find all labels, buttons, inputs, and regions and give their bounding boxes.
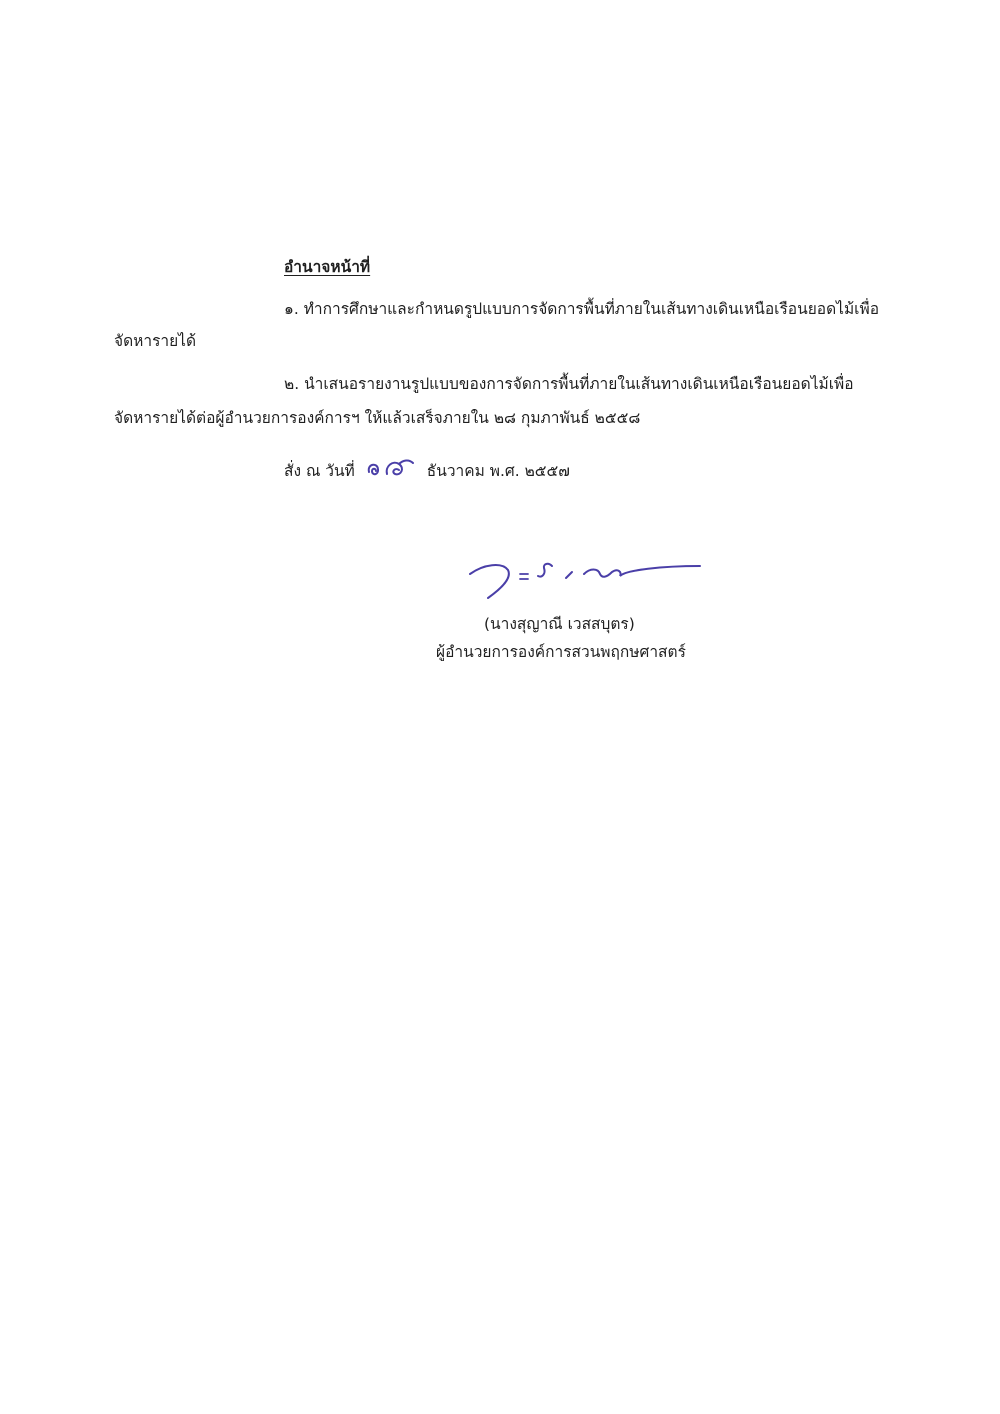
handwritten-day-icon	[363, 454, 419, 480]
signer-title: ผู้อำนวยการองค์การสวนพฤกษศาสตร์	[436, 643, 686, 661]
handwritten-day	[363, 454, 419, 480]
order-prefix: สั่ง ณ วันที่	[284, 462, 355, 480]
item-2-line-2: จัดหารายได้ต่อผู้อำนวยการองค์การฯ ให้แล้วเสร็จภายใน ๒๘ กุมภาพันธ์ ๒๕๕๘	[114, 409, 641, 427]
item-1-line-1: ๑. ทำการศึกษาและกำหนดรูปแบบการจัดการพื้นที่ภายในเส้นทางเดินเหนือเรือนยอดไม้เพื่อ	[284, 300, 880, 318]
item-2-line-1: ๒. นำเสนอรายงานรูปแบบของการจัดการพื้นที่ภายในเส้นทางเดินเหนือเรือนยอดไม้เพื่อ	[284, 375, 854, 393]
section-heading: อำนาจหน้าที่	[284, 258, 371, 276]
signer-name: (นางสุญาณี เวสสบุตร)	[484, 615, 635, 633]
order-suffix: ธันวาคม พ.ศ. ๒๕๕๗	[426, 462, 570, 480]
order-date-line	[284, 458, 570, 484]
signature-icon	[462, 548, 707, 606]
item-1-line-2: จัดหารายได้	[114, 332, 197, 350]
